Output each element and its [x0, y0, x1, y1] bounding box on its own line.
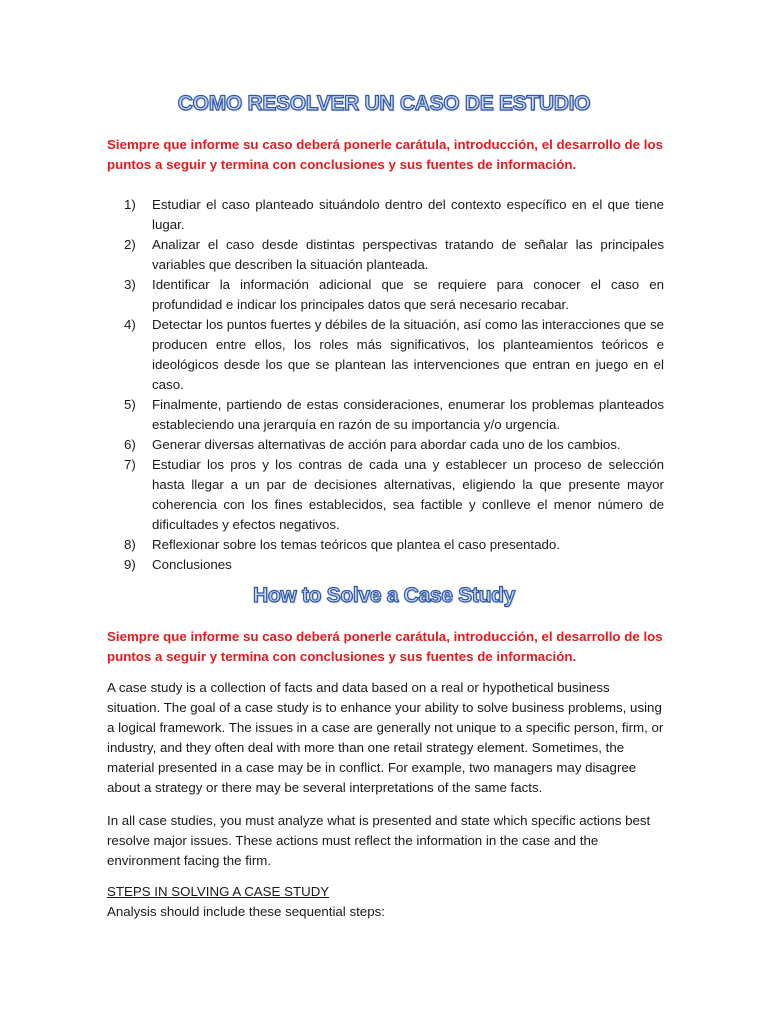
list-item	[124, 275, 664, 315]
list-item	[124, 195, 664, 235]
steps-heading: STEPS IN SOLVING A CASE STUDY	[107, 884, 330, 899]
case-study-definition-paragraph: A case study is a collection of facts and data based on a real or hypothetical business situation. The goal of a case study is to enhance your ability to solve business problems, using a logical framework. The issues in a case are generally not unique to a specific person, firm, or industry, and they often deal with more than one retail strategy element. Sometimes, the material presented in a case may be in conflict. For example, two managers may disagree about a strategy or there may be several interpretations of the same facts.	[107, 680, 664, 795]
step-number: 6)	[124, 437, 136, 452]
steps-intro: Analysis should include these sequential steps:	[107, 904, 385, 919]
english-intro: Siempre que informe su caso deberá ponerle carátula, introducción, el desarrollo de los puntos a seguir y termina con conclusiones y sus fuentes de información.	[107, 629, 663, 664]
list-item	[124, 555, 664, 575]
step-number: 2)	[124, 237, 136, 252]
step-text: Finalmente, partiendo de estas consideraciones, enumerar los problemas planteados estableciendo una jerarquía en razón de su importancia y/o urgencia.	[152, 397, 664, 432]
step-text: Detectar los puntos fuertes y débiles de la situación, así como las interacciones que se producen entre ellos, los roles más significativos, los planteamientos teóricos e ideológicos desde los que se plantean las intervenciones que entran en juego en el caso.	[152, 317, 664, 392]
case-study-analysis-paragraph: In all case studies, you must analyze what is presented and state which specific actions best resolve major issues. These actions must reflect the information in the case and the environment facing the firm.	[107, 813, 651, 868]
spanish-title: COMO RESOLVER UN CASO DE ESTUDIO	[177, 92, 591, 115]
step-number: 7)	[124, 457, 136, 472]
step-text: Generar diversas alternativas de acción para abordar cada uno de los cambios.	[152, 437, 621, 452]
step-text: Analizar el caso desde distintas perspectivas tratando de señalar las principales variables que describen la situación planteada.	[152, 237, 664, 272]
step-text: Estudiar los pros y los contras de cada una y establecer un proceso de selección hasta llegar a un par de decisiones alternativas, eligiendo la que presente mayor coherencia con los fines establecidos, sea factible y conlleve el menor número de dificultades y efectos negativos.	[152, 457, 664, 532]
step-text: Identificar la información adicional que se requiere para conocer el caso en profundidad e indicar los principales datos que será necesario recabar.	[152, 277, 664, 312]
step-text: Estudiar el caso planteado situándolo dentro del contexto específico en el que tiene lugar.	[152, 197, 664, 232]
list-item	[124, 315, 664, 395]
step-number: 1)	[124, 197, 136, 212]
list-item	[124, 455, 664, 535]
step-text: Reflexionar sobre los temas teóricos que plantea el caso presentado.	[152, 537, 561, 552]
spanish-intro: Siempre que informe su caso deberá ponerle carátula, introducción, el desarrollo de los puntos a seguir y termina con conclusiones y sus fuentes de información.	[107, 137, 663, 172]
spanish-steps-list	[124, 195, 664, 575]
list-item	[124, 535, 664, 555]
step-number: 5)	[124, 397, 136, 412]
list-item	[124, 235, 664, 275]
step-number: 8)	[124, 537, 136, 552]
step-number: 4)	[124, 317, 136, 332]
step-number: 3)	[124, 277, 136, 292]
list-item	[124, 435, 664, 455]
step-text: Conclusiones	[152, 557, 232, 572]
step-number: 9)	[124, 557, 136, 572]
english-title: How to Solve a Case Study	[252, 584, 516, 607]
list-item	[124, 395, 664, 435]
